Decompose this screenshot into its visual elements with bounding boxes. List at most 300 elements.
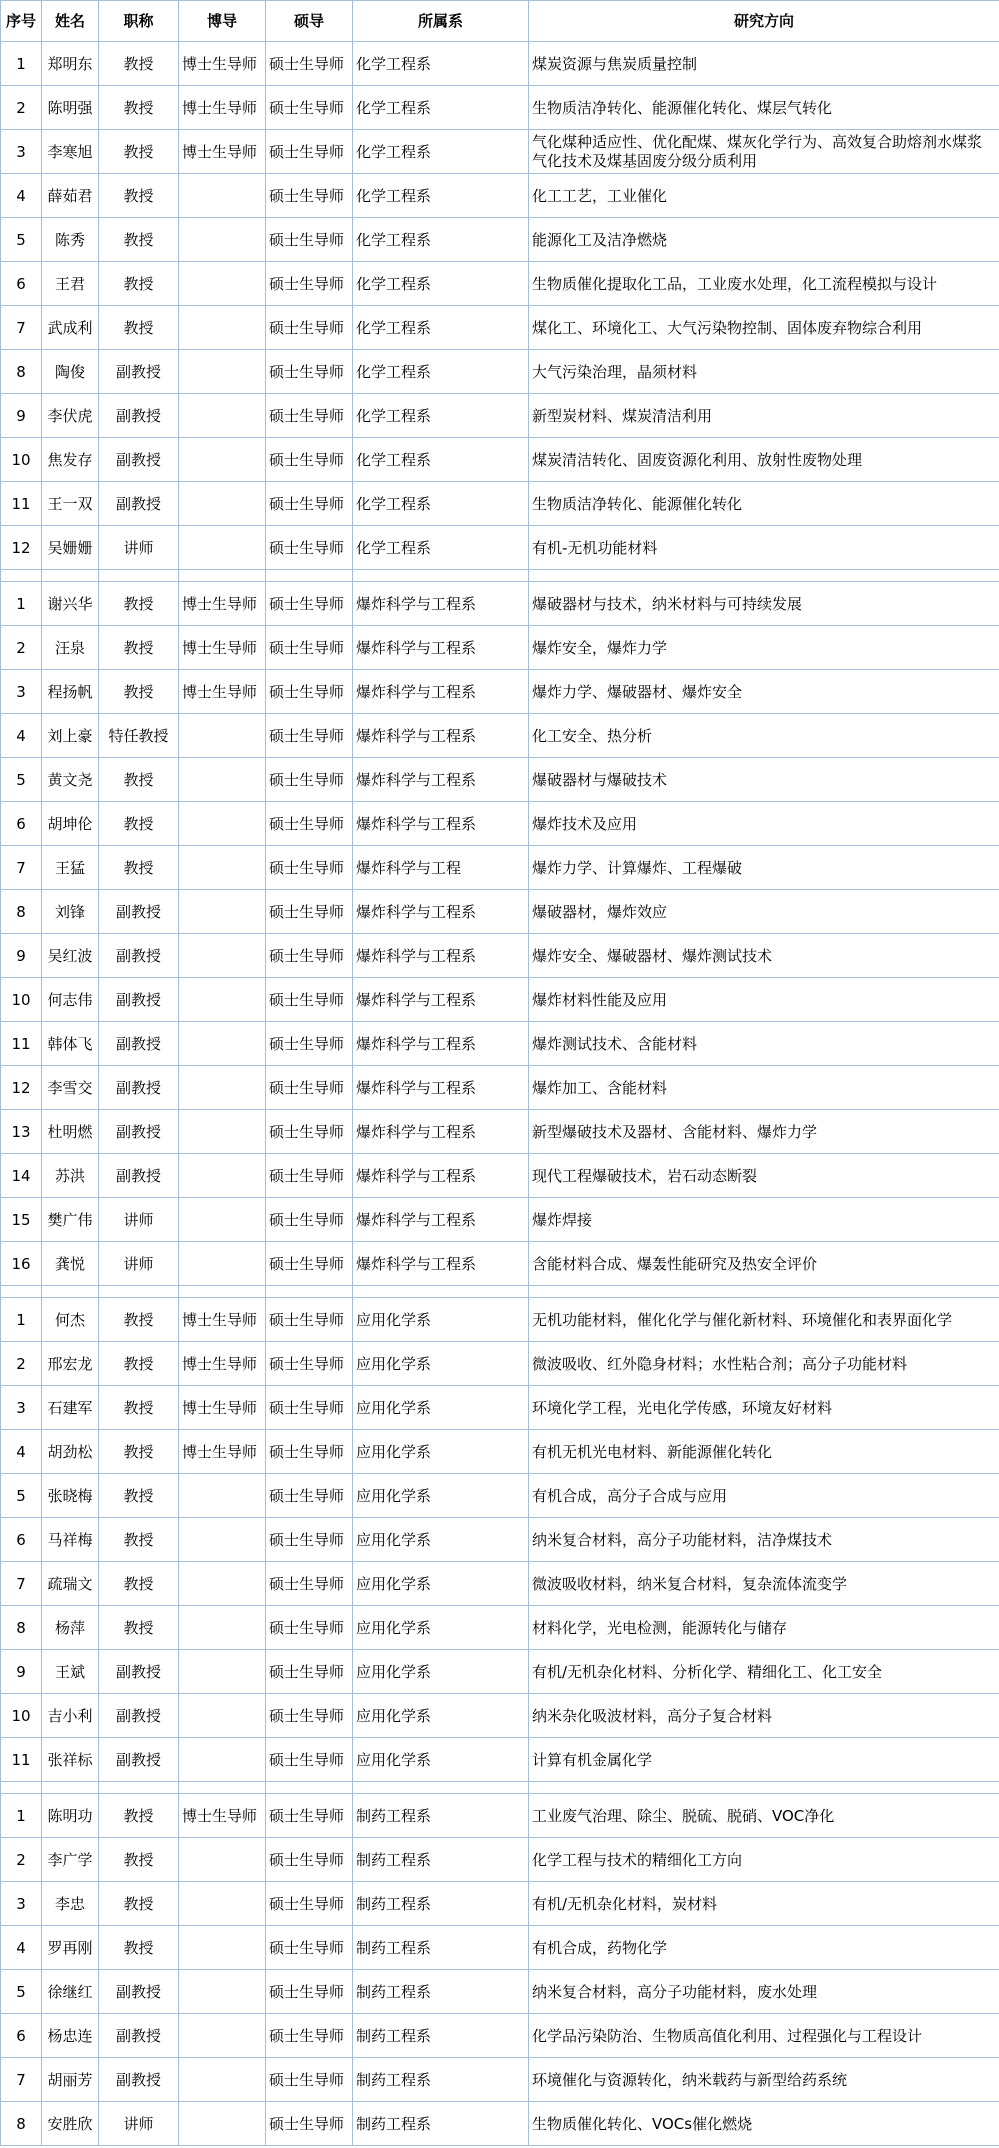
cell-research-direction: 爆炸加工、含能材料 [529,1066,999,1110]
cell-index: 6 [1,1518,42,1562]
cell-index: 1 [1,1298,42,1342]
cell-name: 陈明强 [42,86,99,130]
cell-phd-advisor: 博士生导师 [179,1298,266,1342]
cell-index: 2 [1,1838,42,1882]
cell-index: 4 [1,174,42,218]
cell-title: 副教授 [99,890,179,934]
cell-title: 讲师 [99,526,179,570]
cell-department: 应用化学系 [353,1518,529,1562]
separator-cell [1,1782,42,1794]
cell-title: 副教授 [99,1110,179,1154]
cell-index: 4 [1,714,42,758]
table-row [1,394,999,438]
cell-index: 11 [1,1022,42,1066]
header-phd-advisor: 博导 [179,1,266,42]
cell-department: 化学工程系 [353,42,529,86]
table-row [1,2102,999,2146]
separator-cell [42,1286,99,1298]
cell-research-direction: 纳米复合材料，高分子功能材料，废水处理 [529,1970,999,2014]
cell-title: 副教授 [99,1154,179,1198]
cell-master-advisor: 硕士生导师 [266,2102,353,2146]
cell-master-advisor: 硕士生导师 [266,482,353,526]
cell-department: 化学工程系 [353,262,529,306]
cell-department: 应用化学系 [353,1342,529,1386]
cell-name: 吴姗姗 [42,526,99,570]
cell-department: 应用化学系 [353,1694,529,1738]
cell-index: 12 [1,1066,42,1110]
cell-master-advisor: 硕士生导师 [266,978,353,1022]
cell-phd-advisor [179,978,266,1022]
cell-title: 教授 [99,1518,179,1562]
cell-title: 教授 [99,582,179,626]
table-row [1,1970,999,2014]
table-row [1,218,999,262]
cell-master-advisor: 硕士生导师 [266,2058,353,2102]
cell-name: 王猛 [42,846,99,890]
cell-title: 教授 [99,758,179,802]
separator-cell [179,1286,266,1298]
cell-master-advisor: 硕士生导师 [266,802,353,846]
cell-research-direction: 有机/无机杂化材料、分析化学、精细化工、化工安全 [529,1650,999,1694]
separator-cell [99,1286,179,1298]
cell-phd-advisor [179,758,266,802]
cell-phd-advisor [179,1242,266,1286]
table-header [1,1,999,42]
cell-department: 制药工程系 [353,2058,529,2102]
cell-phd-advisor [179,1926,266,1970]
table-row [1,86,999,130]
cell-index: 9 [1,934,42,978]
cell-master-advisor: 硕士生导师 [266,1022,353,1066]
separator-cell [529,570,999,582]
cell-master-advisor: 硕士生导师 [266,1650,353,1694]
cell-name: 王斌 [42,1650,99,1694]
cell-department: 爆炸科学与工程系 [353,1110,529,1154]
cell-department: 制药工程系 [353,1970,529,2014]
cell-index: 7 [1,306,42,350]
cell-title: 讲师 [99,1242,179,1286]
cell-title: 教授 [99,846,179,890]
cell-phd-advisor [179,1882,266,1926]
cell-department: 化学工程系 [353,526,529,570]
header-department: 所属系 [353,1,529,42]
cell-index: 2 [1,86,42,130]
table-row [1,174,999,218]
cell-phd-advisor [179,1518,266,1562]
cell-department: 爆炸科学与工程系 [353,890,529,934]
cell-master-advisor: 硕士生导师 [266,526,353,570]
cell-research-direction: 化工工艺，工业催化 [529,174,999,218]
cell-research-direction: 环境催化与资源转化，纳米载药与新型给药系统 [529,2058,999,2102]
cell-department: 应用化学系 [353,1562,529,1606]
cell-name: 石建军 [42,1386,99,1430]
cell-index: 3 [1,1386,42,1430]
separator-cell [529,1782,999,1794]
cell-index: 5 [1,1474,42,1518]
cell-department: 爆炸科学与工程系 [353,802,529,846]
cell-index: 5 [1,1970,42,2014]
cell-title: 教授 [99,1474,179,1518]
cell-master-advisor: 硕士生导师 [266,1110,353,1154]
cell-research-direction: 生物质催化提取化工品，工业废水处理，化工流程模拟与设计 [529,262,999,306]
cell-master-advisor: 硕士生导师 [266,1562,353,1606]
cell-index: 8 [1,2102,42,2146]
table-row [1,306,999,350]
cell-master-advisor: 硕士生导师 [266,130,353,174]
cell-title: 教授 [99,1838,179,1882]
table-row [1,1562,999,1606]
cell-name: 刘锋 [42,890,99,934]
cell-master-advisor: 硕士生导师 [266,934,353,978]
cell-department: 应用化学系 [353,1386,529,1430]
cell-master-advisor: 硕士生导师 [266,174,353,218]
cell-title: 教授 [99,42,179,86]
cell-phd-advisor [179,1970,266,2014]
cell-name: 吉小利 [42,1694,99,1738]
cell-department: 爆炸科学与工程系 [353,1242,529,1286]
separator-cell [99,570,179,582]
cell-research-direction: 有机合成，高分子合成与应用 [529,1474,999,1518]
cell-index: 9 [1,394,42,438]
table-row [1,1242,999,1286]
cell-department: 制药工程系 [353,1794,529,1838]
cell-master-advisor: 硕士生导师 [266,1474,353,1518]
cell-phd-advisor [179,2058,266,2102]
cell-department: 爆炸科学与工程系 [353,1022,529,1066]
cell-title: 副教授 [99,2014,179,2058]
cell-title: 副教授 [99,482,179,526]
cell-research-direction: 材料化学，光电检测，能源转化与储存 [529,1606,999,1650]
separator-cell [353,570,529,582]
cell-index: 9 [1,1650,42,1694]
header-row [1,1,999,42]
cell-department: 应用化学系 [353,1606,529,1650]
cell-department: 化学工程系 [353,174,529,218]
cell-department: 爆炸科学与工程系 [353,1066,529,1110]
cell-name: 苏洪 [42,1154,99,1198]
cell-name: 胡丽芳 [42,2058,99,2102]
cell-research-direction: 生物质催化转化、VOCs催化燃烧 [529,2102,999,2146]
cell-department: 应用化学系 [353,1650,529,1694]
table-row [1,758,999,802]
header-index: 序号 [1,1,42,42]
cell-research-direction: 化工安全、热分析 [529,714,999,758]
cell-title: 教授 [99,1926,179,1970]
table-row [1,1110,999,1154]
cell-index: 7 [1,2058,42,2102]
cell-department: 化学工程系 [353,394,529,438]
cell-title: 副教授 [99,934,179,978]
table-body [1,42,999,2146]
cell-master-advisor: 硕士生导师 [266,42,353,86]
cell-research-direction: 生物质洁净转化、能源催化转化、煤层气转化 [529,86,999,130]
cell-research-direction: 爆炸焊接 [529,1198,999,1242]
cell-department: 爆炸科学与工程系 [353,978,529,1022]
cell-research-direction: 化学工程与技术的精细化工方向 [529,1838,999,1882]
cell-index: 6 [1,2014,42,2058]
cell-name: 程扬帆 [42,670,99,714]
cell-title: 教授 [99,218,179,262]
cell-index: 11 [1,482,42,526]
cell-index: 7 [1,1562,42,1606]
cell-department: 化学工程系 [353,438,529,482]
cell-name: 薛茹君 [42,174,99,218]
cell-research-direction: 有机-无机功能材料 [529,526,999,570]
separator-cell [353,1286,529,1298]
table-row [1,670,999,714]
cell-department: 应用化学系 [353,1298,529,1342]
cell-master-advisor: 硕士生导师 [266,670,353,714]
cell-research-direction: 爆破器材，爆炸效应 [529,890,999,934]
cell-index: 3 [1,1882,42,1926]
cell-master-advisor: 硕士生导师 [266,714,353,758]
cell-research-direction: 爆炸力学、爆破器材、爆炸安全 [529,670,999,714]
separator-cell [42,1782,99,1794]
table-row [1,438,999,482]
cell-master-advisor: 硕士生导师 [266,1882,353,1926]
cell-research-direction: 无机功能材料，催化化学与催化新材料、环境催化和表界面化学 [529,1298,999,1342]
table-row [1,846,999,890]
cell-index: 2 [1,626,42,670]
cell-research-direction: 有机合成，药物化学 [529,1926,999,1970]
separator-cell [266,1286,353,1298]
section-separator-row [1,1782,999,1794]
cell-index: 4 [1,1926,42,1970]
cell-department: 化学工程系 [353,306,529,350]
cell-index: 8 [1,350,42,394]
cell-research-direction: 爆炸安全、爆破器材、爆炸测试技术 [529,934,999,978]
table-row [1,1650,999,1694]
cell-title: 副教授 [99,978,179,1022]
cell-title: 讲师 [99,1198,179,1242]
cell-research-direction: 工业废气治理、除尘、脱硫、脱硝、VOC净化 [529,1794,999,1838]
cell-index: 10 [1,978,42,1022]
cell-phd-advisor [179,2102,266,2146]
separator-cell [1,1286,42,1298]
cell-master-advisor: 硕士生导师 [266,1606,353,1650]
separator-cell [353,1782,529,1794]
cell-phd-advisor [179,526,266,570]
cell-title: 教授 [99,130,179,174]
cell-title: 教授 [99,86,179,130]
cell-index: 13 [1,1110,42,1154]
cell-name: 胡坤伦 [42,802,99,846]
cell-name: 陈秀 [42,218,99,262]
cell-research-direction: 煤炭清洁转化、固废资源化利用、放射性废物处理 [529,438,999,482]
table-row [1,802,999,846]
cell-name: 张祥标 [42,1738,99,1782]
cell-name: 邢宏龙 [42,1342,99,1386]
cell-phd-advisor: 博士生导师 [179,670,266,714]
cell-name: 罗再刚 [42,1926,99,1970]
cell-index: 11 [1,1738,42,1782]
cell-department: 爆炸科学与工程系 [353,714,529,758]
separator-cell [1,570,42,582]
cell-master-advisor: 硕士生导师 [266,2014,353,2058]
cell-department: 应用化学系 [353,1738,529,1782]
cell-master-advisor: 硕士生导师 [266,1970,353,2014]
cell-index: 1 [1,582,42,626]
cell-title: 副教授 [99,1738,179,1782]
cell-phd-advisor: 博士生导师 [179,582,266,626]
cell-title: 教授 [99,670,179,714]
cell-research-direction: 煤炭资源与焦炭质量控制 [529,42,999,86]
cell-research-direction: 能源化工及洁净燃烧 [529,218,999,262]
cell-title: 教授 [99,802,179,846]
cell-name: 韩体飞 [42,1022,99,1066]
cell-name: 安胜欣 [42,2102,99,2146]
cell-phd-advisor: 博士生导师 [179,1342,266,1386]
cell-index: 16 [1,1242,42,1286]
cell-title: 教授 [99,1794,179,1838]
cell-phd-advisor [179,438,266,482]
cell-master-advisor: 硕士生导师 [266,218,353,262]
cell-master-advisor: 硕士生导师 [266,1386,353,1430]
cell-name: 徐继红 [42,1970,99,2014]
cell-name: 胡劲松 [42,1430,99,1474]
separator-cell [529,1286,999,1298]
cell-index: 1 [1,42,42,86]
cell-department: 化学工程系 [353,482,529,526]
cell-department: 化学工程系 [353,86,529,130]
cell-phd-advisor [179,1650,266,1694]
cell-phd-advisor [179,1154,266,1198]
table-row [1,1430,999,1474]
cell-research-direction: 纳米杂化吸波材料，高分子复合材料 [529,1694,999,1738]
cell-phd-advisor: 博士生导师 [179,626,266,670]
table-row [1,1386,999,1430]
table-row [1,1022,999,1066]
cell-research-direction: 煤化工、环境化工、大气污染物控制、固体废弃物综合利用 [529,306,999,350]
table-row [1,1926,999,1970]
cell-index: 8 [1,890,42,934]
cell-index: 12 [1,526,42,570]
cell-master-advisor: 硕士生导师 [266,582,353,626]
cell-master-advisor: 硕士生导师 [266,1694,353,1738]
separator-cell [42,570,99,582]
cell-master-advisor: 硕士生导师 [266,1838,353,1882]
section-separator-row [1,1286,999,1298]
separator-cell [266,570,353,582]
cell-research-direction: 爆炸技术及应用 [529,802,999,846]
cell-research-direction: 爆炸力学、计算爆炸、工程爆破 [529,846,999,890]
cell-research-direction: 新型爆破技术及器材、含能材料、爆炸力学 [529,1110,999,1154]
cell-index: 3 [1,130,42,174]
cell-name: 樊广伟 [42,1198,99,1242]
cell-name: 张晓梅 [42,1474,99,1518]
cell-phd-advisor [179,1838,266,1882]
cell-phd-advisor [179,482,266,526]
cell-phd-advisor [179,218,266,262]
cell-master-advisor: 硕士生导师 [266,846,353,890]
cell-phd-advisor [179,890,266,934]
cell-department: 化学工程系 [353,350,529,394]
table-row [1,1694,999,1738]
cell-name: 李忠 [42,1882,99,1926]
cell-research-direction: 爆破器材与技术，纳米材料与可持续发展 [529,582,999,626]
cell-master-advisor: 硕士生导师 [266,1926,353,1970]
cell-phd-advisor [179,2014,266,2058]
cell-phd-advisor [179,934,266,978]
cell-index: 4 [1,1430,42,1474]
cell-master-advisor: 硕士生导师 [266,1430,353,1474]
cell-title: 教授 [99,1386,179,1430]
cell-name: 李伏虎 [42,394,99,438]
cell-title: 教授 [99,1342,179,1386]
cell-phd-advisor [179,1606,266,1650]
cell-name: 李广学 [42,1838,99,1882]
cell-research-direction: 爆破器材与爆破技术 [529,758,999,802]
cell-name: 武成利 [42,306,99,350]
cell-master-advisor: 硕士生导师 [266,890,353,934]
cell-index: 2 [1,1342,42,1386]
cell-master-advisor: 硕士生导师 [266,1242,353,1286]
cell-research-direction: 有机/无机杂化材料，炭材料 [529,1882,999,1926]
separator-cell [99,1782,179,1794]
cell-research-direction: 现代工程爆破技术，岩石动态断裂 [529,1154,999,1198]
table-row [1,1298,999,1342]
cell-research-direction: 生物质洁净转化、能源催化转化 [529,482,999,526]
cell-master-advisor: 硕士生导师 [266,1066,353,1110]
cell-research-direction: 大气污染治理，晶须材料 [529,350,999,394]
cell-research-direction: 有机无机光电材料、新能源催化转化 [529,1430,999,1474]
cell-title: 教授 [99,626,179,670]
cell-department: 制药工程系 [353,1838,529,1882]
table-row [1,934,999,978]
cell-master-advisor: 硕士生导师 [266,86,353,130]
cell-index: 7 [1,846,42,890]
cell-title: 教授 [99,306,179,350]
cell-title: 教授 [99,262,179,306]
cell-department: 制药工程系 [353,2102,529,2146]
cell-title: 特任教授 [99,714,179,758]
separator-cell [179,570,266,582]
table-row [1,482,999,526]
cell-phd-advisor: 博士生导师 [179,86,266,130]
table-row [1,2058,999,2102]
cell-title: 副教授 [99,1694,179,1738]
cell-name: 疏瑞文 [42,1562,99,1606]
cell-title: 教授 [99,174,179,218]
cell-phd-advisor [179,1110,266,1154]
cell-department: 爆炸科学与工程 [353,846,529,890]
header-title: 职称 [99,1,179,42]
cell-index: 3 [1,670,42,714]
cell-title: 副教授 [99,2058,179,2102]
cell-name: 何杰 [42,1298,99,1342]
cell-phd-advisor [179,1474,266,1518]
cell-name: 马祥梅 [42,1518,99,1562]
cell-research-direction: 环境化学工程，光电化学传感，环境友好材料 [529,1386,999,1430]
cell-master-advisor: 硕士生导师 [266,626,353,670]
cell-title: 副教授 [99,1066,179,1110]
cell-department: 爆炸科学与工程系 [353,934,529,978]
table-row [1,526,999,570]
cell-title: 副教授 [99,394,179,438]
cell-phd-advisor [179,714,266,758]
cell-name: 杨萍 [42,1606,99,1650]
cell-phd-advisor: 博士生导师 [179,1430,266,1474]
cell-master-advisor: 硕士生导师 [266,1738,353,1782]
cell-department: 制药工程系 [353,1882,529,1926]
cell-name: 李寒旭 [42,130,99,174]
cell-research-direction: 计算有机金属化学 [529,1738,999,1782]
cell-name: 焦发存 [42,438,99,482]
cell-name: 杜明燃 [42,1110,99,1154]
cell-phd-advisor: 博士生导师 [179,130,266,174]
cell-phd-advisor [179,1198,266,1242]
cell-phd-advisor [179,1066,266,1110]
